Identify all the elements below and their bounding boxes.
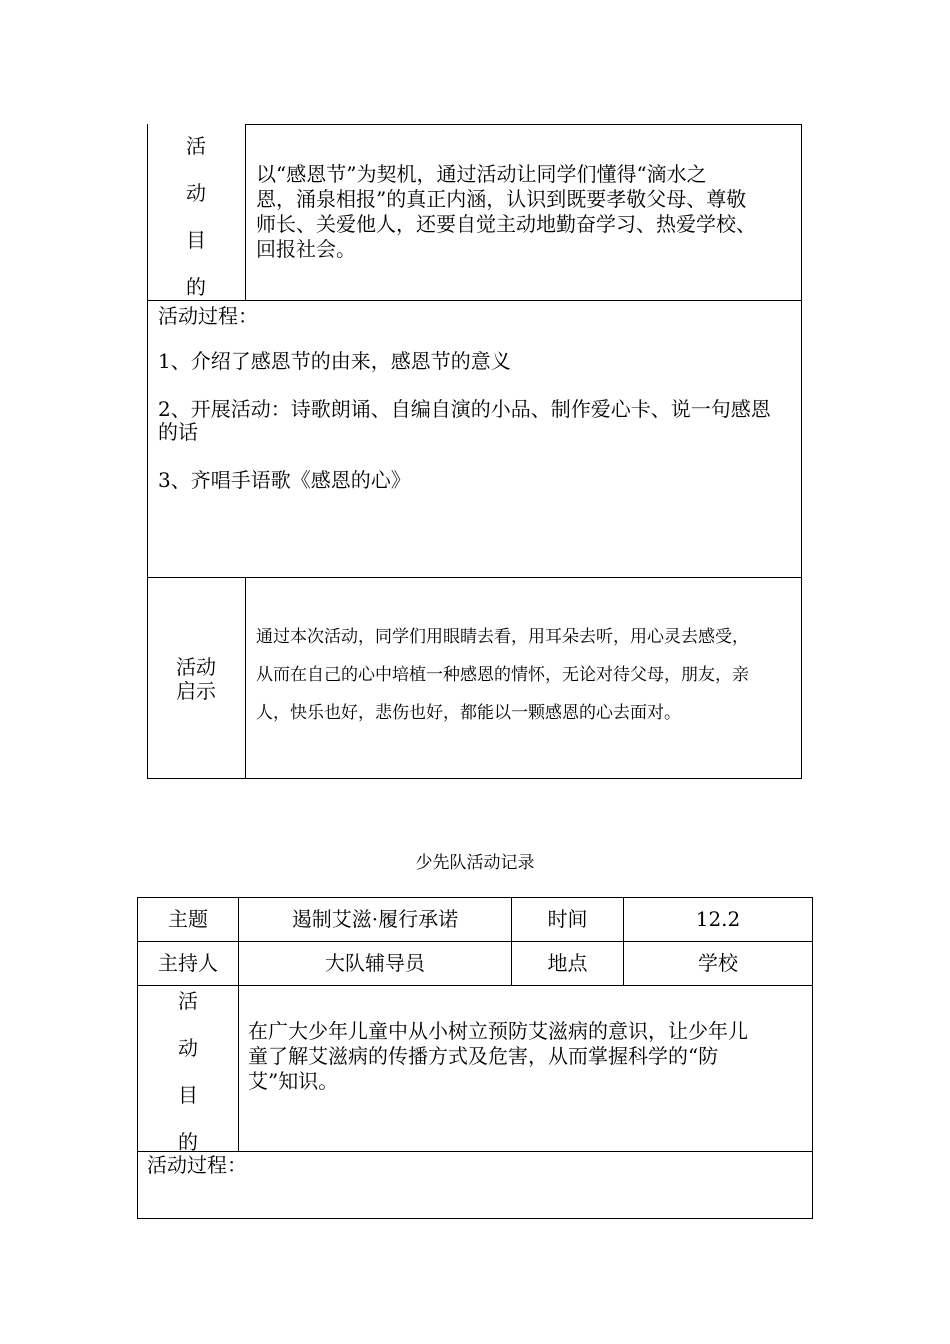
- insight-label-line: 启示: [176, 679, 216, 703]
- time-value: 12.2: [695, 907, 741, 931]
- theme-value: 遏制艾滋·履行承诺: [291, 907, 459, 931]
- insight-line: 从而在自己的心中培植一种感恩的情怀，无论对待父母，朋友，亲: [256, 665, 749, 685]
- time-label: 时间: [547, 907, 588, 931]
- purpose-line: 在广大少年儿童中从小树立预防艾滋病的意识，让少年儿: [248, 1019, 748, 1043]
- record1-process-label: 活动过程：: [158, 304, 258, 328]
- purpose-label-char: 的: [178, 1130, 198, 1154]
- list-item: 1、介绍了感恩节的由来，感恩节的意义: [158, 349, 511, 373]
- purpose-label-char: 活: [178, 989, 198, 1013]
- purpose-line: 恩，涌泉相报”的真正内涵，认识到既要孝敬父母、尊敬: [256, 187, 747, 211]
- purpose-label-char: 活: [186, 134, 206, 158]
- list-item: 的话: [158, 420, 198, 444]
- purpose-line: 童了解艾滋病的传播方式及危害，从而掌握科学的“防: [248, 1044, 719, 1068]
- host-value: 大队辅导员: [325, 951, 425, 975]
- list-item: 3、齐唱手语歌《感恩的心》: [158, 468, 411, 492]
- record2-title: 少先队活动记录: [415, 853, 535, 873]
- insight-line: 通过本次活动，同学们用眼睛去看，用耳朵去听，用心灵去感受，: [256, 627, 749, 647]
- purpose-label-char: 动: [178, 1036, 198, 1060]
- host-label: 主持人: [158, 951, 218, 975]
- insight-label-line: 活动: [176, 655, 216, 679]
- purpose-label-char: 目: [186, 228, 206, 252]
- record2-process-label: 活动过程：: [147, 1153, 247, 1177]
- place-value: 学校: [698, 951, 738, 975]
- purpose-label-char: 目: [178, 1083, 198, 1107]
- theme-label: 主题: [168, 907, 208, 931]
- list-item: 2、开展活动：诗歌朗诵、自编自演的小品、制作爱心卡、说一句感恩: [158, 397, 771, 421]
- purpose-line: 以“感恩节”为契机，通过活动让同学们懂得“滴水之: [256, 162, 707, 186]
- purpose-label-char: 动: [186, 181, 206, 205]
- purpose-label-char: 的: [186, 275, 206, 299]
- purpose-line: 师长、关爱他人，还要自觉主动地勤奋学习、热爱学校、: [256, 212, 756, 236]
- purpose-line: 艾”知识。: [248, 1069, 339, 1093]
- insight-line: 人，快乐也好，悲伤也好，都能以一颗感恩的心去面对。: [256, 703, 681, 723]
- purpose-line: 回报社会。: [256, 237, 356, 261]
- place-label: 地点: [547, 951, 588, 975]
